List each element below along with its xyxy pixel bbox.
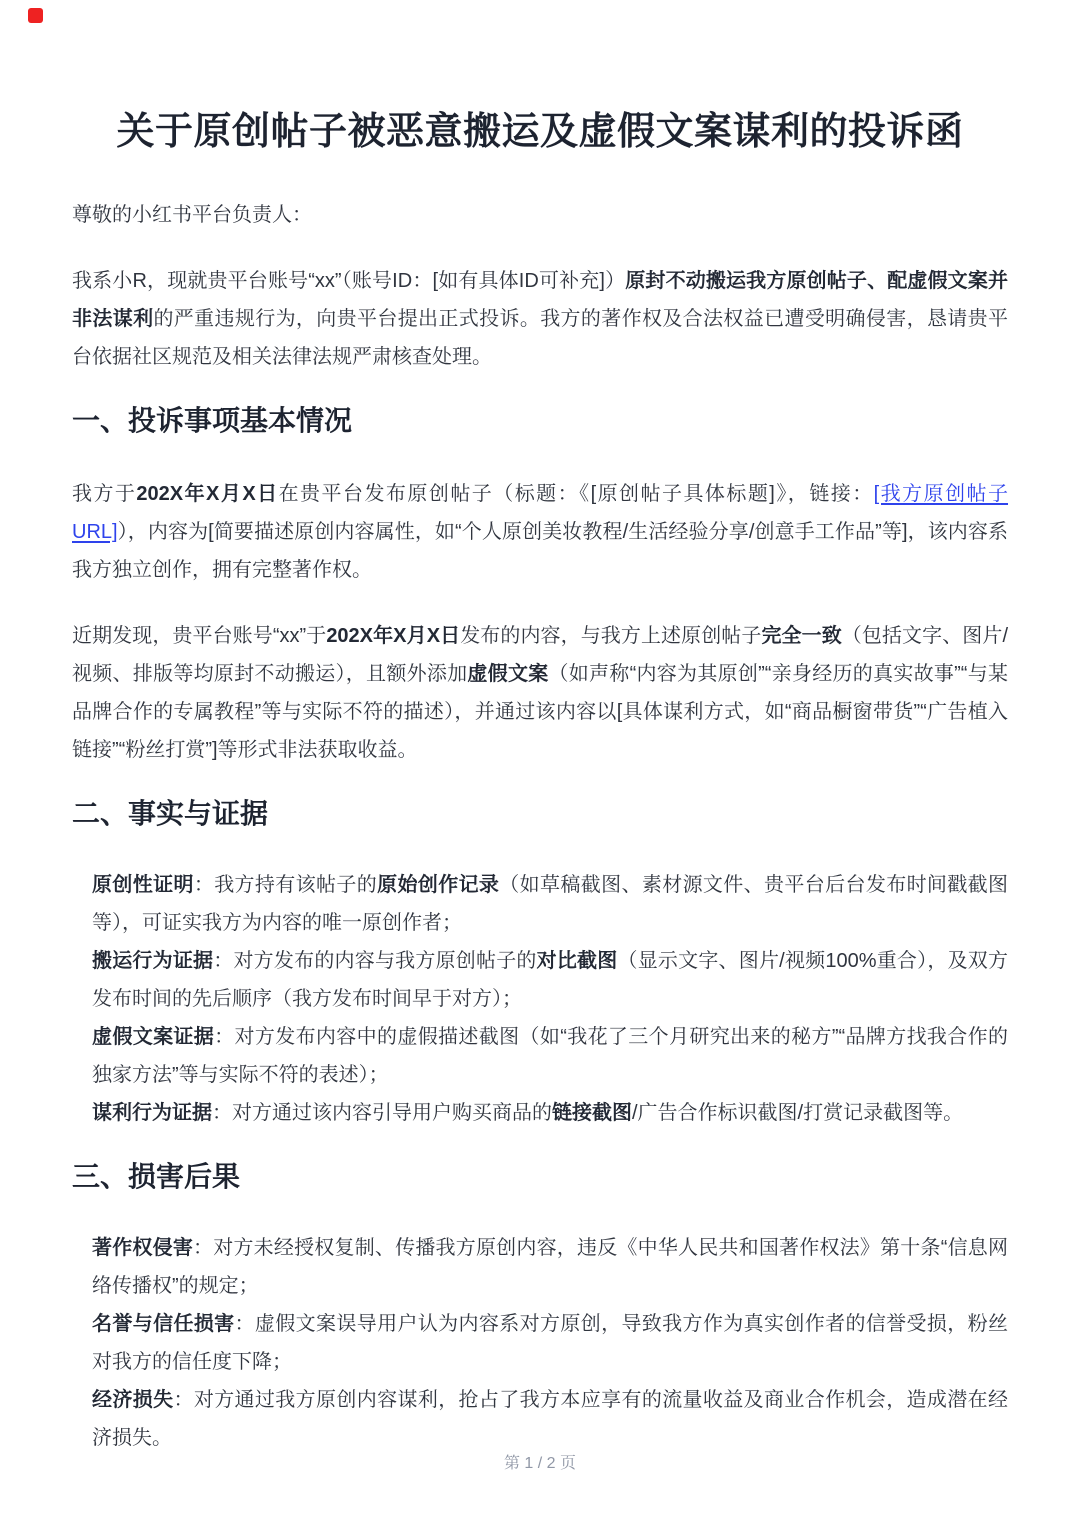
- text-run: ：对方未经授权复制、传播我方原创内容，违反《中华人民共和国著作权法》第十条“信息网络传播权”的规定；: [92, 1237, 1008, 1297]
- text-run: ：我方持有该帖子的: [193, 874, 378, 896]
- text-run: 在贵平台发布原创帖子（标题：《[原创帖子具体标题]》，链接：: [278, 483, 874, 505]
- evidence-item-copying: [92, 942, 1008, 1018]
- text-run: 的严重违规行为，向贵平台提出正式投诉。我方的著作权及合法权益已遭受明确侵害，恳请贵平台依据社区规范及相关法律法规严肃核查处理。: [72, 308, 1009, 368]
- bold-text-run: 原始创作记录: [377, 874, 500, 896]
- text-run: ：虚假文案误导用户认为内容系对方原创，导致我方作为真实创作者的信誉受损，粉丝对我方的信任度下降；: [92, 1313, 1009, 1373]
- intro-paragraph: [72, 262, 1008, 376]
- bold-text-run: 经济损失: [92, 1389, 174, 1411]
- damage-item-copyright: [92, 1229, 1008, 1305]
- damage-item-reputation: [92, 1305, 1008, 1381]
- bold-text-run: 虚假文案证据: [92, 1026, 215, 1048]
- evidence-item-originality: [92, 866, 1008, 942]
- document-title: 关于原创帖子被恶意搬运及虚假文案谋利的投诉函: [116, 111, 964, 153]
- evidence-item-profiteering: [92, 1094, 1008, 1132]
- damage-item-economic: [92, 1381, 1008, 1457]
- text-run: 近期发现，贵平台账号“xx”于: [72, 625, 327, 647]
- bold-text-run: 完全一致: [761, 625, 842, 647]
- original-post-paragraph: [72, 475, 1008, 589]
- text-run: ：对方通过我方原创内容谋利，抢占了我方本应享有的流量收益及商业合作机会，造成潜在经济损失。: [92, 1389, 1009, 1449]
- bold-text-run: 202X年X月X日: [326, 625, 461, 647]
- damage-list: [72, 1229, 1008, 1457]
- bold-text-run: 谋利行为证据: [92, 1102, 212, 1124]
- infringement-paragraph: [72, 617, 1008, 769]
- text-run: ：对方发布内容中的虚假描述截图（如“我花了三个月研究出来的秘方”“品牌方找我合作的独家方法”等与实际不符的表述）；: [92, 1026, 1009, 1086]
- bold-text-run: 搬运行为证据: [92, 950, 214, 972]
- evidence-list: [72, 866, 1008, 1132]
- bold-text-run: 202X年X月X日: [136, 483, 279, 505]
- text-run: （如草稿截图、素材源文件、贵平台后台发布时间戳截图等），可证实我方为内容的唯一原创作者；: [92, 874, 1009, 934]
- bold-text-run: 链接截图: [552, 1102, 632, 1124]
- bold-text-run: 名誉与信任损害: [92, 1313, 235, 1335]
- salutation: 尊敬的小红书平台负责人：: [72, 204, 312, 226]
- section-1-heading: 一、投诉事项基本情况: [72, 405, 353, 436]
- text-run: ：对方通过该内容引导用户购买商品的: [212, 1102, 552, 1124]
- text-run: /广告合作标识截图/打赏记录截图等。: [632, 1102, 964, 1124]
- bold-text-run: 著作权侵害: [92, 1237, 194, 1259]
- bold-text-run: 原创性证明: [92, 874, 194, 896]
- text-run: 发布的内容，与我方上述原创帖子: [460, 625, 762, 647]
- red-dot-marker: [28, 8, 43, 23]
- section-2-heading: 二、事实与证据: [72, 798, 269, 829]
- original-post-url-link[interactable]: [我方原创帖子URL]: [72, 483, 1009, 543]
- bold-text-run: 原封不动搬运我方原创帖子、配虚假文案并非法谋利: [72, 270, 1008, 330]
- text-run: ），内容为[简要描述原创内容属性，如“个人原创美妆教程/生活经验分享/创意手工作品”等]，该内容系我方独立创作，拥有完整著作权。: [72, 521, 1008, 581]
- section-3-heading: 三、损害后果: [72, 1161, 241, 1192]
- evidence-item-false-copy: [92, 1018, 1008, 1094]
- text-run: （显示文字、图片/视频100%重合），及双方发布时间的先后顺序（我方发布时间早于对方）；: [92, 950, 1008, 1010]
- bold-text-run: 虚假文案: [467, 663, 549, 685]
- text-run: ：对方发布的内容与我方原创帖子的: [213, 950, 537, 972]
- text-run: 我方于: [72, 483, 137, 505]
- text-run: （包括文字、图片/视频、排版等均原封不动搬运），且额外添加: [72, 625, 1009, 685]
- page-number: 第 1 / 2 页: [503, 1455, 577, 1472]
- bold-text-run: 对比截图: [536, 950, 618, 972]
- text-run: （如声称“内容为其原创”“亲身经历的真实故事”“与某品牌合作的专属教程”等与实际不符的描述），并通过该内容以[具体谋利方式，如“商品橱窗带货”“广告植入链接”“粉丝打赏”]等形式非法获取收益。: [72, 663, 1009, 761]
- text-run: 我系小R，现就贵平台账号“xx”（账号ID：[如有具体ID可补充]）: [72, 270, 626, 292]
